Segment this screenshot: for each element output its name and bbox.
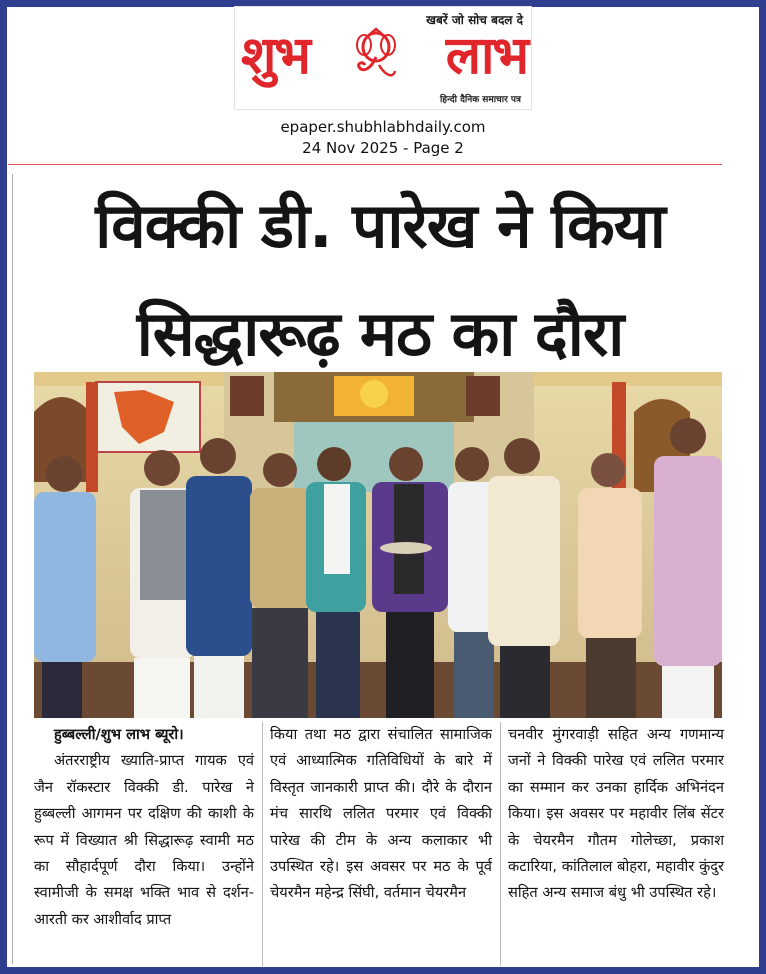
column-1-text: अंतरराष्ट्रीय ख्याति-प्राप्त गायक एवं जैन रॉकस्टार विक्की डी. पारेख ने हुब्बल्ली आगमन पर दक्षिण की काशी के रूप में विख्यात श्री सिद्धारूढ़ स्वामी मठ का सौहार्दपूर्ण दौरा किया। उन्होंने स्वामीजी के समक्ष भक्ति भाव से दर्शन-आरती कर आशीर्वाद प्राप्त bbox=[34, 752, 254, 928]
newspaper-logo bbox=[239, 21, 529, 91]
column-divider bbox=[500, 722, 501, 966]
masthead-tagline: खबरें जो सोच बदल दे bbox=[426, 13, 523, 27]
masthead-subtag: हिन्दी दैनिक समाचार पत्र bbox=[439, 95, 521, 105]
edition-date-page: 24 Nov 2025 - Page 2 bbox=[302, 139, 464, 157]
logo-word-labh: लाभ bbox=[445, 26, 527, 86]
epaper-url[interactable]: epaper.shubhlabhdaily.com bbox=[280, 118, 486, 136]
article-photo bbox=[34, 372, 722, 718]
article-column-1 bbox=[34, 722, 254, 966]
masthead bbox=[234, 6, 532, 110]
logo-word-shubh: शुभ bbox=[241, 26, 309, 86]
article-byline: हुब्बल्ली/शुभ लाभ ब्यूरो। bbox=[54, 726, 184, 743]
group-photo-illustration bbox=[34, 372, 722, 718]
headline-line-2: सिद्धारूढ़ मठ का दौरा bbox=[136, 297, 624, 370]
article-column-3: चनवीर मुंगरवाड़ी सहित अन्य गणमान्य जनों ने विक्की पारेख एवं ललित परमार का सम्मान कर उनका हार्दिक अभिनंदन किया। इस अवसर पर महावीर लिंब सेंटर के चेयरमैन गौतम गोलेच्छा, प्रकाश कटारिया, कांतिलाल बोहरा, महावीर कुंदुर सहित अन्य समाज बंधु भी उपस्थित रहे। bbox=[508, 726, 724, 902]
ganesha-icon bbox=[349, 27, 403, 87]
article-headline bbox=[30, 172, 730, 388]
article-body bbox=[34, 722, 724, 966]
header-divider bbox=[8, 164, 722, 165]
article-column-2: किया तथा मठ द्वारा संचालित सामाजिक एवं आध्यात्मिक गतिविधियों के बारे में विस्तृत जानकारी प्राप्त की। दौरे के दौरान मंच सारथि ललित परमार एवं विक्की पारेख की टीम के अन्य कलाकार भी उपस्थित रहे। इस अवसर पर मठ के पूर्व चेयरमैन महेन्द्र सिंघी, वर्तमान चेयरमैन bbox=[270, 726, 492, 902]
headline-line-1: विक्की डी. पारेख ने किया bbox=[95, 189, 665, 262]
left-column-rule bbox=[12, 174, 13, 964]
column-divider bbox=[262, 722, 263, 966]
